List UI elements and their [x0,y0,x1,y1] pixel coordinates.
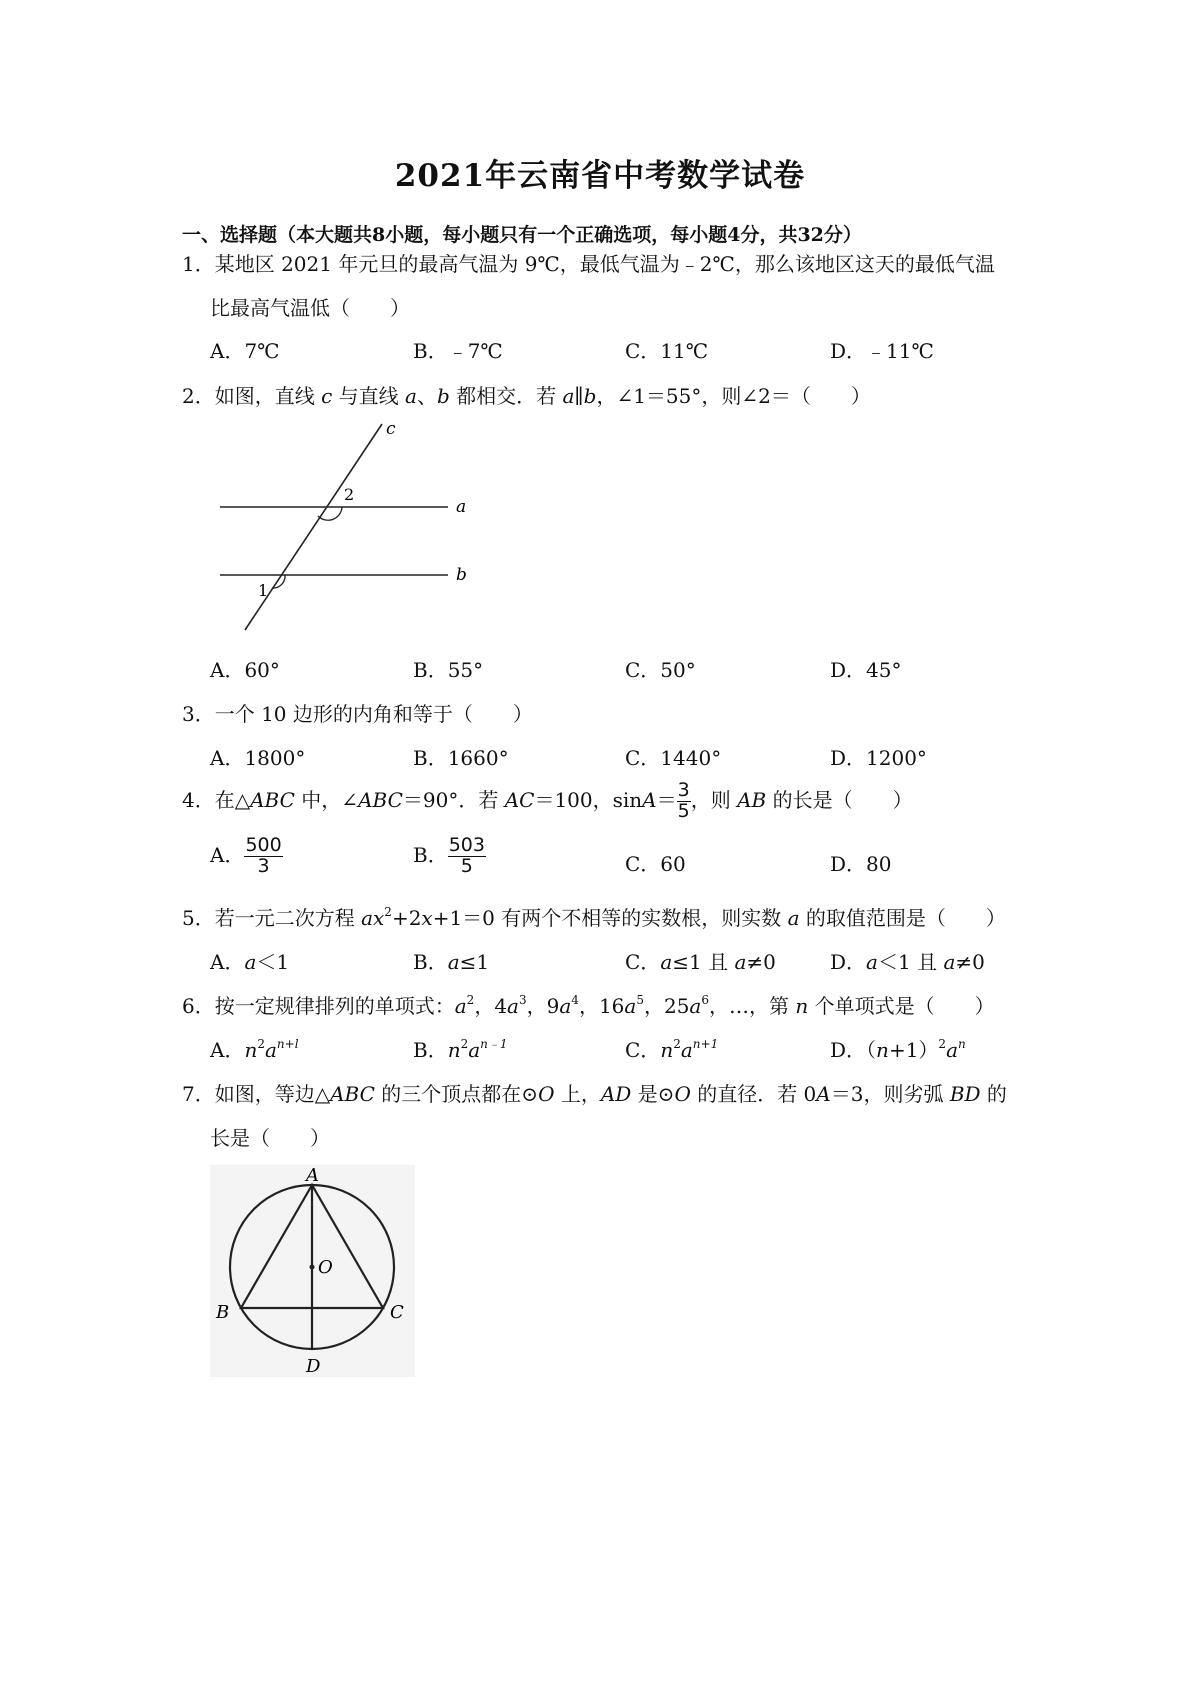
q5-option-a: A．a＜1 [210,950,290,974]
label-b: b [456,565,467,585]
q6-term-4: $16a^5$ [598,993,644,1018]
q6-term-3: $9a^4$ [546,993,579,1018]
page-title: 2021年云南省中考数学试卷 [394,158,806,194]
q1-stem-line2: 比最高气温低（ ） [210,296,410,320]
q7-stem-line1: 7．如图，等边△ABC 的三个顶点都在⊙O 上，AD 是⊙O 的直径．若 0A＝3，则劣弧 BD 的 [182,1082,1007,1106]
label-C: C [390,1302,404,1323]
q3-option-a: A．1800° [210,746,306,770]
section-heading: 一、选择题（本大题共8小题，每小题只有一个正确选项，每小题4分，共32分） [182,224,862,246]
q4-option-a-fraction: $\frac{500}{3}$ [245,834,282,877]
q4-option-b-fraction: $\frac{503}{5}$ [448,834,485,877]
q2-option-c: C．50° [625,658,696,682]
q6-term-5: $25a^6$ [663,993,709,1018]
q6-option-c: C．$n^2a^{n+1}$ [625,1037,719,1062]
q2-parallel-lines-figure [210,420,480,640]
q1-option-c: C．11℃ [625,339,709,363]
q6-term-2: $4a^3$ [494,993,527,1018]
q1-option-d: D．﹣11℃ [830,339,934,363]
q4-stem: 4．在△ABC 中，∠ABC＝90°．若 AC＝100，sinA＝ $\frac{3}{5}$ ，则 AB 的长是（ ） [182,779,913,822]
q7-stem-line2: 长是（ ） [210,1126,330,1150]
label-D: D [306,1356,321,1377]
q5-stem: 5．若一元二次方程 $ax^2+2x+1=0$ 有两个不相等的实数根，则实数 a 的取值范围是（ ） [182,905,1006,930]
q6-stem: 6．按一定规律排列的单项式：$a^2$，$4a^3$，$9a^4$，$16a^5$，$25a^6$，…，第 n 个单项式是（ ） [182,993,995,1018]
label-angle-1: 1 [258,581,269,600]
q3-option-c: C．1440° [625,746,722,770]
q1-option-a: A．7℃ [210,339,280,363]
q7-circle-triangle-figure [210,1165,415,1377]
q6-term-1: $a^2$ [454,993,475,1018]
q3-option-b: B．1660° [413,746,509,770]
q2-option-a: A．60° [210,658,280,682]
q6-option-b: B．$n^2a^{n﹣1}$ [413,1037,508,1062]
q4-option-d: D．80 [830,852,892,876]
q4-option-a: A． $\frac{500}{3}$ [210,834,282,877]
q1-stem-line1: 1．某地区 2021 年元旦的最高气温为 9℃，最低气温为﹣2℃，那么该地区这天的最低气温 [182,252,995,276]
label-A: A [306,1165,319,1186]
q5-option-c: C．a≤1 且 a≠0 [625,950,776,974]
q5-option-b: B．a≤1 [413,950,490,974]
center-point-o [310,1265,315,1270]
q6-option-a: A．$n^2a^{n+l}$ [210,1037,299,1062]
q6-option-d: D．$(n+1)^2a^n$ [830,1037,966,1062]
label-c: c [386,420,396,439]
sin-a-fraction: $\frac{3}{5}$ [677,779,690,822]
q4-option-c: C．60 [625,852,686,876]
label-O: O [318,1257,333,1278]
q4-option-b: B． $\frac{503}{5}$ [413,834,485,877]
q2-option-d: D．45° [830,658,902,682]
q5-option-d: D．a＜1 且 a≠0 [830,950,985,974]
label-a: a [456,497,467,517]
label-angle-2: 2 [344,485,355,504]
q2-stem: 2．如图，直线 c 与直线 a、b 都相交．若 a∥b，∠1＝55°，则∠2＝（ ） [182,384,871,408]
q3-option-d: D．1200° [830,746,927,770]
label-B: B [216,1302,230,1323]
q2-option-b: B．55° [413,658,484,682]
q3-stem: 3．一个 10 边形的内角和等于（ ） [182,702,533,726]
q1-option-b: B．﹣7℃ [413,339,503,363]
